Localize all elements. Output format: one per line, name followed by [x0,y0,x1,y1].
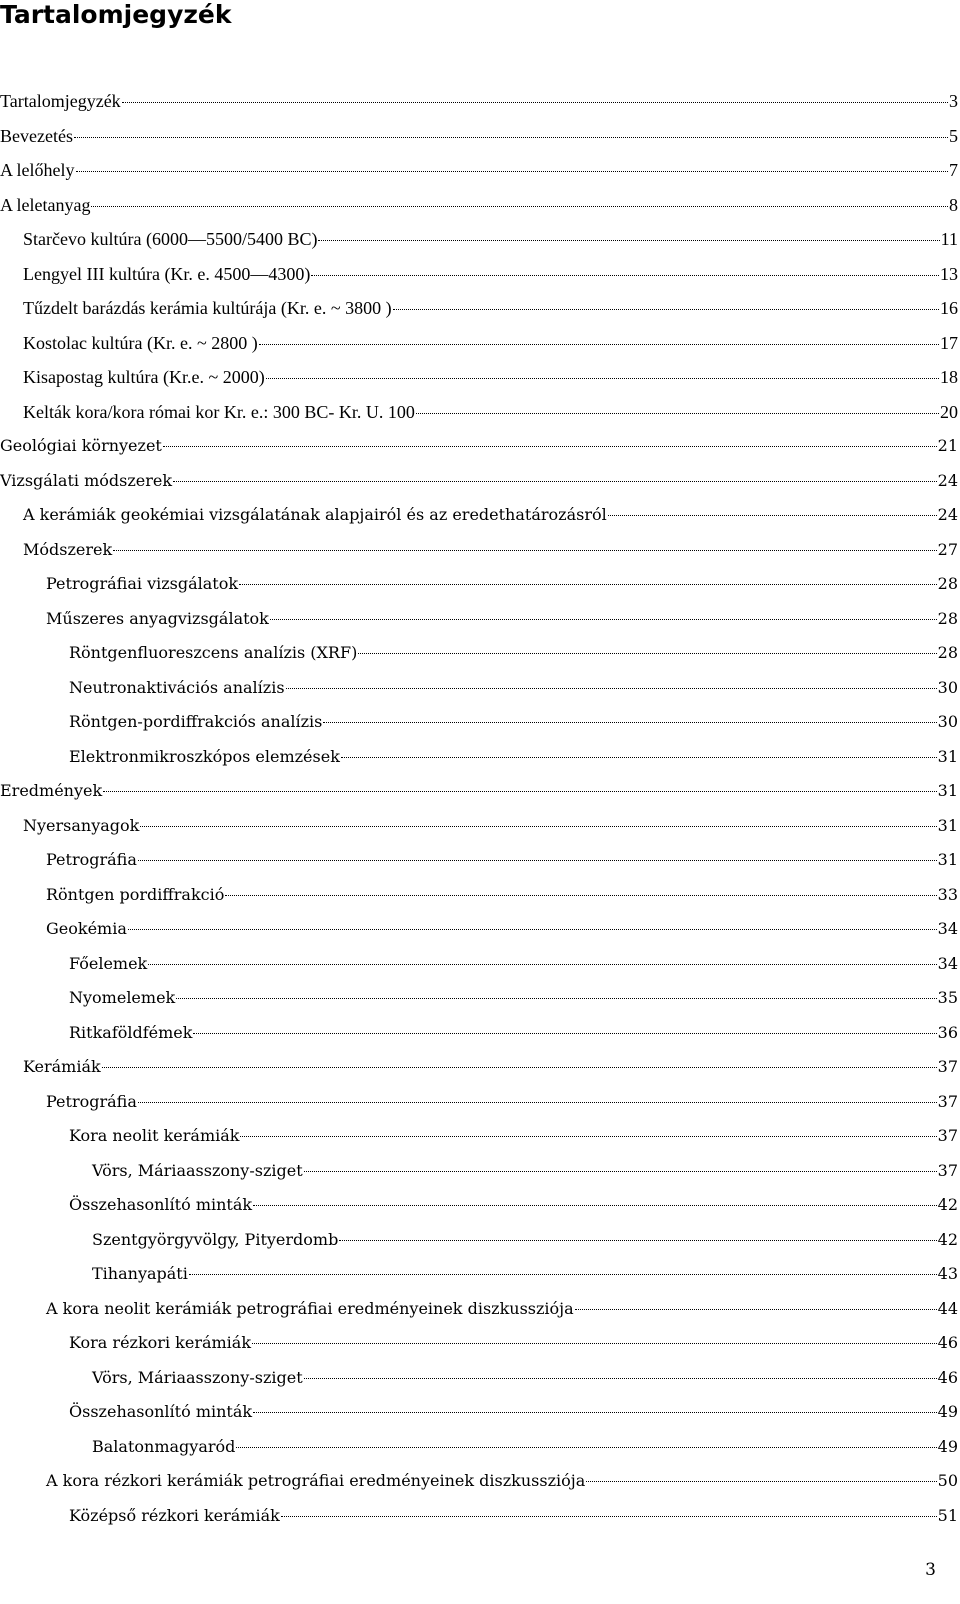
toc-entry-label: Kelták kora/kora római kor Kr. e.: 300 BC- Kr. U. 100 [23,401,415,422]
toc-entry-page: 34 [937,953,958,973]
toc-entry-page: 13 [940,263,958,284]
toc-entry-page: 37 [937,1126,958,1145]
table-of-contents [0,84,958,1533]
toc-entry-page: 37 [937,1091,958,1111]
toc-entry[interactable] [0,1154,958,1189]
toc-entry-page: 42 [937,1229,958,1249]
toc-entry[interactable] [0,1464,958,1499]
toc-entry-label: A kora rézkori kerámiák petrográfiai eredményeinek diszkussziója [46,1471,586,1490]
toc-entry-label: Petrográfia [46,1091,137,1111]
toc-entry[interactable] [0,567,958,602]
toc-entry[interactable] [0,1257,958,1292]
toc-entry[interactable] [0,1430,958,1465]
toc-entry-page: 31 [937,815,958,835]
toc-entry[interactable] [0,1326,958,1361]
toc-entry-label: Főelemek [69,953,148,973]
toc-entry-label: Tűzdelt barázdás kerámia kultúrája (Kr. e. ~ 3800 ) [23,298,392,318]
toc-entry-page: 35 [937,988,958,1007]
toc-entry-page: 37 [937,1160,958,1180]
toc-entry-label: Módszerek [23,539,113,559]
toc-entry-label: Petrográfiai vizsgálatok [46,574,239,593]
toc-entry-page: 34 [937,919,958,938]
dot-leader [240,1136,936,1137]
toc-entry[interactable] [0,1223,958,1258]
toc-entry-label: Lengyel III kultúra (Kr. e. 4500—4300) [23,263,311,284]
toc-entry-page: 27 [937,539,958,559]
toc-entry[interactable] [0,498,958,533]
dot-leader [148,964,936,965]
toc-entry[interactable] [0,1085,958,1120]
dot-leader [259,344,939,345]
toc-entry-page: 46 [937,1333,958,1352]
toc-entry-page: 37 [937,1057,958,1076]
dot-leader [341,757,937,758]
dot-leader [281,1516,937,1517]
dot-leader [225,895,936,896]
dot-leader [575,1309,937,1310]
toc-entry-page: 36 [937,1022,958,1042]
toc-entry[interactable] [0,188,958,223]
toc-entry-page: 31 [937,746,958,766]
dot-leader [358,653,936,654]
dot-leader [416,413,939,414]
toc-entry-label: Röntgen-pordiffrakciós analízis [69,712,323,731]
dot-leader [91,206,948,207]
toc-entry[interactable] [0,1292,958,1327]
dot-leader [253,1205,937,1206]
toc-entry-label: Vizsgálati módszerek [0,470,173,490]
toc-entry-label: Szentgyörgyvölgy, Pityerdomb [92,1229,339,1249]
page-number: 3 [925,1560,936,1580]
dot-leader [339,1240,936,1241]
page-title: Tartalomjegyzék [0,0,232,29]
dot-leader [239,584,937,585]
toc-entry-label: Nyomelemek [69,988,176,1007]
toc-entry-page: 49 [937,1402,958,1421]
toc-entry[interactable] [0,1361,958,1396]
toc-entry-label: Kisapostag kultúra (Kr.e. ~ 2000) [23,367,265,387]
toc-entry-label: Ritkaföldfémek [69,1022,193,1042]
dot-leader [102,1067,937,1068]
toc-entry-label: Kora rézkori kerámiák [69,1333,252,1352]
dot-leader [103,791,936,792]
dot-leader [252,1343,937,1344]
dot-leader [304,1378,937,1379]
toc-entry-label: Vörs, Máriaasszony-sziget [92,1367,303,1387]
toc-entry-page: 42 [937,1195,958,1214]
toc-entry[interactable] [0,912,958,947]
toc-entry-label: Geokémia [46,919,127,938]
toc-entry-label: A kora neolit kerámiák petrográfiai eredményeinek diszkussziója [46,1298,574,1318]
dot-leader [138,1102,937,1103]
toc-entry[interactable] [0,1188,958,1223]
toc-entry-page: 21 [937,436,958,455]
toc-entry[interactable] [0,119,958,154]
toc-entry[interactable] [0,84,958,119]
toc-entry-page: 49 [937,1436,958,1456]
toc-entry-page: 5 [949,125,958,146]
toc-entry-page: 24 [937,505,958,524]
toc-entry-page: 16 [940,298,958,318]
toc-entry-label: Kostolac kultúra (Kr. e. ~ 2800 ) [23,332,258,353]
toc-entry-page: 11 [940,229,958,249]
dot-leader [323,722,936,723]
toc-entry-page: 31 [937,781,958,800]
dot-leader [122,102,948,103]
toc-entry[interactable] [0,153,958,188]
toc-entry-label: A kerámiák geokémiai vizsgálatának alapjairól és az eredethatározásról [23,505,607,524]
toc-entry[interactable] [0,1016,958,1051]
toc-entry-page: 8 [949,194,958,215]
toc-entry-page: 43 [937,1264,958,1283]
toc-entry[interactable] [0,843,958,878]
toc-entry[interactable] [0,740,958,775]
dot-leader [311,275,939,276]
toc-entry[interactable] [0,222,958,257]
toc-entry-page: 20 [940,401,958,422]
toc-entry[interactable] [0,774,958,809]
toc-entry-label: Tartalomjegyzék [0,91,121,111]
toc-entry[interactable] [0,257,958,292]
dot-leader [236,1447,936,1448]
dot-leader [140,826,936,827]
toc-entry[interactable] [0,360,958,395]
dot-leader [193,1033,936,1034]
toc-entry[interactable] [0,1119,958,1154]
dot-leader [304,1171,937,1172]
toc-entry-page: 44 [937,1298,958,1318]
toc-entry-page: 33 [937,884,958,904]
toc-entry-page: 50 [937,1471,958,1490]
toc-entry-label: Bevezetés [0,125,73,146]
toc-entry[interactable] [0,878,958,913]
toc-entry[interactable] [0,981,958,1016]
toc-entry[interactable] [0,291,958,326]
toc-entry-label: Elektronmikroszkópos elemzések [69,746,340,766]
toc-entry-label: Röntgen pordiffrakció [46,884,225,904]
toc-entry-label: Röntgenfluoreszcens analízis (XRF) [69,643,358,662]
toc-entry[interactable] [0,602,958,637]
toc-entry-label: Nyersanyagok [23,815,140,835]
toc-entry[interactable] [0,1050,958,1085]
toc-entry-page: 30 [937,677,958,697]
dot-leader [176,998,936,999]
toc-entry-page: 31 [937,850,958,869]
dot-leader [128,929,937,930]
dot-leader [253,1412,937,1413]
toc-entry-page: 3 [949,91,958,111]
dot-leader [608,515,937,516]
toc-entry-label: Vörs, Máriaasszony-sziget [92,1160,303,1180]
toc-entry-label: A lelőhely [0,160,75,180]
toc-entry-label: A leletanyag [0,194,91,215]
dot-leader [270,619,937,620]
toc-entry-label: Neutronaktivációs analízis [69,677,285,697]
dot-leader [266,378,939,379]
toc-entry[interactable] [0,533,958,568]
toc-entry-page: 28 [937,608,958,628]
dot-leader [286,688,937,689]
toc-entry[interactable] [0,705,958,740]
dot-leader [74,137,948,138]
toc-entry[interactable] [0,395,958,430]
toc-entry-label: Kora neolit kerámiák [69,1126,240,1145]
toc-entry-label: Összehasonlító minták [69,1402,253,1421]
dot-leader [138,860,937,861]
dot-leader [586,1481,936,1482]
toc-entry-label: Középső rézkori kerámiák [69,1505,280,1525]
dot-leader [76,171,949,172]
toc-entry-page: 18 [940,367,958,387]
toc-entry-page: 24 [937,470,958,490]
toc-entry[interactable] [0,464,958,499]
dot-leader [189,1274,937,1275]
dot-leader [113,550,936,551]
toc-entry-page: 7 [949,160,958,180]
toc-entry-label: Kerámiák [23,1057,101,1076]
toc-entry[interactable] [0,809,958,844]
toc-entry-label: Összehasonlító minták [69,1195,253,1214]
dot-leader [393,309,939,310]
dot-leader [163,446,937,447]
toc-entry-label: Balatonmagyaród [92,1436,236,1456]
toc-entry-page: 17 [940,332,958,353]
toc-entry-page: 30 [937,712,958,731]
toc-entry-page: 51 [937,1505,958,1525]
toc-entry[interactable] [0,671,958,706]
toc-entry[interactable] [0,1499,958,1534]
toc-entry-label: Petrográfia [46,850,137,869]
toc-entry[interactable] [0,1395,958,1430]
toc-entry[interactable] [0,429,958,464]
toc-entry[interactable] [0,947,958,982]
toc-entry-label: Geológiai környezet [0,436,162,455]
dot-leader [318,240,939,241]
toc-entry-page: 46 [937,1367,958,1387]
toc-entry-label: Tihanyapáti [92,1264,188,1283]
toc-entry-label: Starčevo kultúra (6000—5500/5400 BC) [23,229,318,249]
dot-leader [173,481,937,482]
toc-entry[interactable] [0,636,958,671]
toc-entry[interactable] [0,326,958,361]
toc-entry-page: 28 [937,643,958,662]
toc-entry-label: Műszeres anyagvizsgálatok [46,608,269,628]
toc-entry-page: 28 [937,574,958,593]
toc-entry-label: Eredmények [0,781,103,800]
